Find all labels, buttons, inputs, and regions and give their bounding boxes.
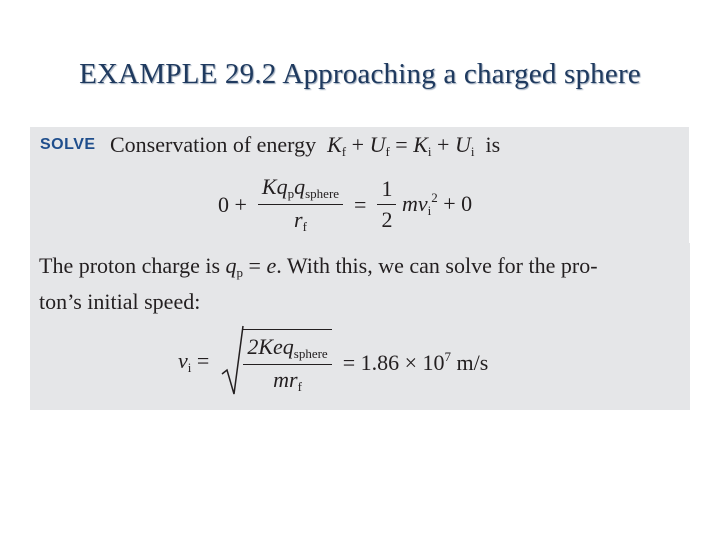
paragraph-text-1: The proton charge is: [39, 253, 221, 278]
energy-text-suffix-word: is: [485, 132, 501, 157]
speed-unit: m/s: [456, 349, 489, 375]
proton-charge-equation: $q_p = e$: [225, 253, 277, 280]
energy-equation-inline: $K_f + U_f = K_i + U_i$: [327, 132, 475, 159]
speed-result: = 1.86 × 10: [342, 349, 445, 375]
proton-charge-paragraph: [39, 251, 679, 316]
paragraph-text-2: . With this, we can solve for the pro-: [276, 253, 598, 278]
slide-title: EXAMPLE 29.2 Approaching a charged sphere: [79, 58, 641, 90]
solve-label: SOLVE: [40, 136, 96, 153]
potential-energy-fraction: $\frac{Kq_pq_{sphere}}{r_f}$: [258, 174, 343, 235]
one-half-fraction: $\frac{1}{2}$: [377, 176, 396, 233]
energy-text-prefix: Conservation of energy: [110, 132, 317, 157]
energy-conservation-line: [110, 132, 500, 160]
square-root: $\frac{2Keq_{sphere}}{mr_f}$: [220, 322, 331, 402]
speed-exponent: 7: [444, 348, 452, 364]
radical-sign-icon: [220, 322, 244, 402]
energy-equation: 0 + $\frac{Kq_pq_{sphere}}{r_f}$ = $\frac{1}{2}$ $mv_i^2 + 0$: [218, 174, 473, 234]
initial-speed-equation: $v_i$ = $\frac{2Keq_{sphere}}{mr_f}$ = $1.86 \times 10^7$ m/s: [178, 322, 488, 402]
paragraph-text-3: ton’s initial speed:: [39, 289, 201, 314]
